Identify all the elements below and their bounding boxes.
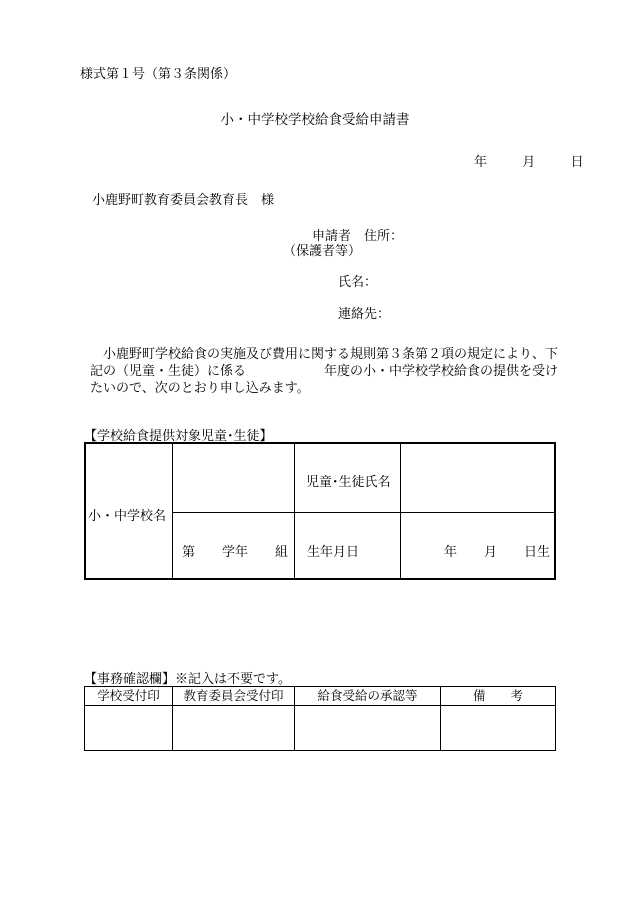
office-col-board-stamp: 教育委員会受付印: [183, 688, 284, 703]
grade-label: 学年: [222, 545, 249, 560]
class-label: 組: [275, 545, 289, 560]
date-month: 月: [522, 155, 536, 170]
document-title: 小・中学校学校給食受給申請書: [220, 112, 410, 128]
student-name-label: 児童･生徒氏名: [306, 475, 391, 490]
date-day: 日: [570, 155, 584, 170]
grade-prefix: 第: [182, 545, 196, 560]
addressee: 小鹿野町教育委員会教育長 様: [92, 193, 275, 208]
form-number: 様式第１号（第３条関係）: [80, 67, 237, 82]
school-name-label: 小・中学校名: [88, 509, 167, 524]
birth-day: 日生: [524, 545, 551, 560]
applicant-name-label: 氏名：: [338, 275, 378, 290]
guardian-label: （保護者等）: [283, 244, 362, 259]
date-line: [474, 151, 584, 170]
student-table: [84, 442, 556, 580]
applicant-contact-label: 連絡先：: [338, 307, 391, 322]
divider: [85, 705, 555, 706]
birth-month: 月: [484, 545, 498, 560]
birth-year: 年: [444, 545, 458, 560]
office-col-approval: 給食受給の承認等: [317, 688, 418, 703]
birthdate-label: 生年月日: [307, 545, 360, 560]
applicant-address-label: 申請者 住所：: [312, 229, 404, 244]
office-table: [84, 686, 556, 751]
divider: [172, 512, 556, 513]
student-section-heading: 【学校給食提供対象児童･生徒】: [84, 429, 273, 444]
office-col-remarks: 備 考: [472, 688, 523, 703]
application-paragraph: 小鹿野町学校給食の実施及び費用に関する規則第３条第２項の規定により、下記の（児童・生徒）に係る 年度の小・中学校学校給食の提供を受けたいので、次のとおり申し込みます。: [90, 347, 559, 396]
office-section-heading: 【事務確認欄】※記入は不要です。: [84, 672, 291, 687]
office-col-school-stamp: 学校受付印: [97, 688, 160, 703]
date-year: 年: [474, 155, 488, 170]
